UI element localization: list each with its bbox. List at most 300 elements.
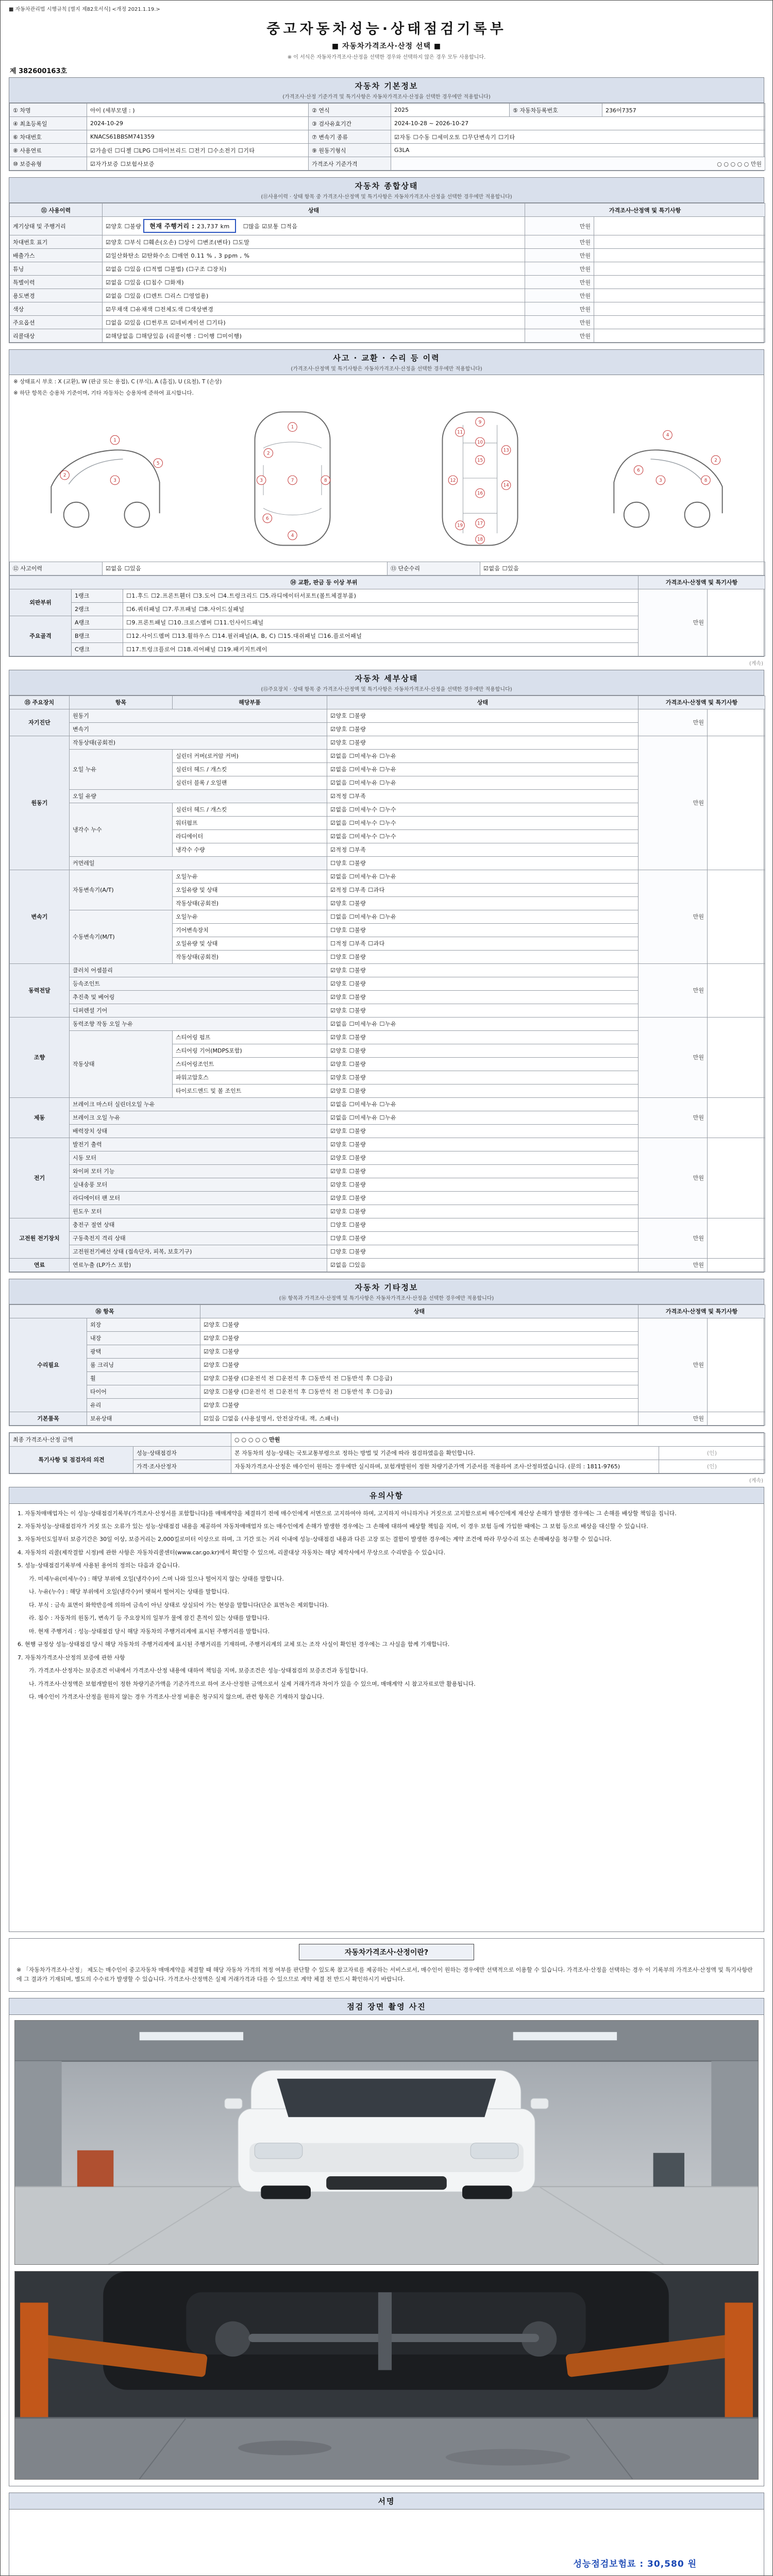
price-cell: 만원	[638, 963, 708, 1017]
part-label: 스티어링 기어(MDPS포함)	[173, 1044, 327, 1057]
section-accident-title: 사고 · 교환 · 수리 등 이력	[333, 353, 440, 363]
rank-label: C랭크	[72, 642, 123, 656]
item-label: 오일 유량	[70, 789, 327, 803]
part-label: 라디에이터	[173, 829, 327, 843]
status-options[interactable]: ☑없음 ☐미세누유 ☐누유	[327, 1017, 638, 1030]
vin-label: ⑥ 차대번호	[10, 130, 87, 144]
exchange-sheetmetal-header: ⑭ 교환, 판금 등 이상 부위	[10, 575, 638, 589]
inspection-period-label: ③ 검사유효기간	[309, 117, 391, 130]
opinion-label: 특기사항 및 점검자의 의견	[10, 1446, 133, 1473]
status-options[interactable]: ☑없음 ☐미세누유 ☐누유	[327, 1111, 638, 1124]
section-photos-title: 점검 장면 촬영 사진	[347, 2002, 426, 2011]
usage-item-label: 리콜대상	[10, 329, 103, 343]
panel-group-label: 주요골격	[10, 616, 72, 656]
device-group-label: 제동	[10, 1097, 70, 1138]
usage-item-label: 튜닝	[10, 262, 103, 276]
section-overall-band	[9, 178, 764, 203]
svg-text:12: 12	[450, 478, 456, 483]
note-cell	[708, 1258, 765, 1272]
odometer-label: 현재 주행거리 :	[149, 223, 197, 230]
notice-item-7: 7. 자동차가격조사·산정의 보증에 관한 사항	[18, 1654, 125, 1661]
extra-item-label: 보유상태	[87, 1412, 200, 1425]
extra-item-label: 내장	[87, 1331, 200, 1345]
status-options[interactable]: ☑양호 ☐불량	[327, 1057, 638, 1071]
part-label: 오일유량 및 상태	[173, 937, 327, 950]
status-options[interactable]: ☑양호 ☐불량	[327, 1071, 638, 1084]
status-options[interactable]: ☑없음 ☐미세누수 ☐누수	[327, 803, 638, 816]
device-group-label: 고전원 전기장치	[10, 1218, 70, 1258]
status-checkboxes[interactable]: ☑없음 ☐있음 (☐적법 ☐불법) (☐구조 ☐장치)	[106, 265, 227, 273]
status-options[interactable]: ☑양호 ☐불량 (☐운전석 전 ☐운전석 후 ☐동반석 전 ☐동반석 후 ☐응급)	[200, 1371, 638, 1385]
status-options[interactable]	[103, 329, 525, 343]
appraiser-stamp: (인)	[659, 1460, 765, 1473]
simple-repair-options[interactable]: ☑없음 ☐있음	[480, 562, 765, 575]
rank-label: 2랭크	[72, 602, 123, 616]
svg-text:15: 15	[477, 457, 483, 463]
item-label: 변속기	[70, 722, 327, 736]
engine-type-label: ⑨ 원동기형식	[309, 144, 391, 157]
car-view-rear	[601, 402, 734, 556]
status-checkboxes[interactable]: ☑일산화탄소 ☑탄화수소 ☐매연 0.11 % , 3 ppm , %	[106, 252, 250, 259]
part-label: 작동상태(공회전)	[173, 950, 327, 963]
signature-area[interactable]	[9, 2510, 764, 2576]
panel-group-label: 외판부위	[10, 589, 72, 616]
price-cell: 만원	[525, 329, 594, 343]
status-options[interactable]: ☑양호 ☐불량	[327, 896, 638, 910]
notice-item-6: 6. 현행 규정상 성능·상태점검 당시 해당 자동차의 주행거리계에 표시된 주행거리를 기재하며, 주행거리계의 교체 또는 조작 사실이 확인된 경우에는 그 사실을 함께 기재합니다.	[18, 1641, 450, 1648]
form-reference: ■ 자동차관리법 시행규칙 [별지 제82호서식] <개정 2021.1.19.>	[9, 7, 160, 12]
overall-header-status: 상태	[103, 204, 525, 217]
car-damage-diagrams	[9, 398, 764, 562]
status-options[interactable]: ☐적정 ☐부족 ☐과다	[327, 937, 638, 950]
item-label: 충전구 절연 상태	[70, 1218, 327, 1231]
notice-item-5-sub-5: 마. 현재 주행거리 : 성능·상태점검 당시 해당 자동차의 주행거리계에 표시된 주행거리를 말합니다.	[29, 1628, 270, 1635]
item-label: 라디에이터 팬 모터	[70, 1191, 327, 1205]
device-group-label: 동력전달	[10, 963, 70, 1017]
rank-part-options[interactable]: ☐6.쿼터패널 ☐7.루프패널 ☐8.사이드실패널	[123, 602, 638, 616]
overall-header-usage: ⑪ 사용이력	[10, 204, 103, 217]
notice-item-7-sub-1: 가. 가격조사·산정자는 보증조건 이내에서 가격조사·산정 내용에 대하여 책임을 지며, 보증조건은 성능·상태점검의 보증조건과 동일합니다.	[29, 1667, 368, 1674]
status-checkboxes[interactable]: ☐없음 ☑있음 (☐썬루프 ☑네비게이션 ☐기타)	[106, 319, 226, 326]
item-label: 와이퍼 모터 기능	[70, 1164, 327, 1178]
notice-item-5-sub-3: 다. 부식 : 금속 표면이 화학반응에 의하여 금속이 아닌 상태로 상실되어 가는 현상을 말합니다(단순 표면녹은 제외합니다).	[29, 1601, 329, 1608]
status-options[interactable]: ☑있음 ☐없음 (사용설명서, 안전삼각대, 잭, 스패너)	[200, 1412, 638, 1425]
extra-header-status: 상태	[200, 1304, 638, 1318]
section-basic-band	[9, 78, 764, 103]
status-options[interactable]: ☑양호 ☐불량	[327, 722, 638, 736]
detail-condition-table	[9, 696, 765, 1272]
car-view-bottom-wrap	[414, 402, 547, 556]
usage-item-label: 특별이력	[10, 276, 103, 289]
price-cell: 만원	[525, 262, 594, 276]
status-options[interactable]: ☑양호 ☐불량	[200, 1345, 638, 1358]
svg-text:14: 14	[503, 483, 509, 488]
model-year-value: 2025	[391, 104, 510, 117]
price-cell: 만원	[638, 1138, 708, 1218]
note-cell	[708, 709, 765, 736]
status-options[interactable]: ☑없음 ☐미세누유 ☐누유	[327, 749, 638, 762]
rank-label: 1랭크	[72, 589, 123, 602]
item-label: 커먼레일	[70, 856, 327, 870]
rank-part-options[interactable]: ☐9.프론트패널 ☐10.크로스멤버 ☐11.인사이드패널	[123, 616, 638, 629]
inspection-photo-underbody	[14, 2271, 759, 2480]
status-options[interactable]: ☑적정 ☐부족	[327, 843, 638, 856]
device-group-label: 자기진단	[10, 709, 70, 736]
final-price-value: ○ ○ ○ ○ ○ 만원	[231, 1433, 765, 1446]
detail-header-part: 해당부품	[173, 696, 327, 709]
status-options[interactable]: ☑양호 ☐불량	[327, 1205, 638, 1218]
vin-value: KNACS61BBSM741359	[87, 130, 309, 144]
part-label: 오일누유	[173, 910, 327, 923]
note-cell	[594, 262, 765, 276]
item-label: 수동변속기(M/T)	[70, 910, 173, 963]
status-options[interactable]: ☐양호 ☐불량	[327, 1231, 638, 1245]
svg-text:11: 11	[457, 429, 463, 435]
price-cell: 만원	[638, 1017, 708, 1097]
price-cell: 만원	[525, 276, 594, 289]
svg-text:2: 2	[63, 472, 66, 478]
section-signature-title: 서명	[378, 2496, 395, 2506]
price-cell: 만원	[525, 316, 594, 329]
status-options[interactable]: ☑양호 ☐불량	[327, 1030, 638, 1044]
extra-item-label: 유리	[87, 1398, 200, 1412]
opinion-appraiser-text: 자동차가격조사·산정은 매수인이 원하는 경우에만 실시하며, 보험개발원이 정한 차량기준가액 기준서를 적용하여 조사·산정하였습니다. (문의 : 1811-9765)	[231, 1460, 659, 1473]
page-title: 중고자동차성능·상태점검기록부	[266, 21, 507, 37]
status-checkboxes[interactable]: ☑없음 ☐있음 (☐침수 ☐화재)	[106, 279, 184, 286]
device-group-label: 조향	[10, 1017, 70, 1097]
final-opinion-table	[9, 1433, 765, 1473]
odometer-grade-options[interactable]: ☐많음 ☑보통 ☐적음	[243, 223, 298, 230]
accident-ranks-table	[9, 575, 765, 656]
svg-text:3: 3	[659, 478, 662, 483]
status-options[interactable]: ☑없음 ☐미세누유 ☐누유	[327, 870, 638, 883]
odometer-box	[143, 219, 236, 233]
price-cell: 만원	[638, 736, 708, 870]
status-options[interactable]: ☑양호 ☐불량	[327, 736, 638, 749]
status-options[interactable]	[103, 302, 525, 316]
status-options[interactable]: ☐양호 ☐불량	[327, 1218, 638, 1231]
svg-text:16: 16	[477, 490, 483, 496]
section-signature-band	[9, 2493, 764, 2510]
price-cell: 만원	[638, 1318, 708, 1412]
car-view-rear-wrap	[601, 402, 734, 556]
detail-header-price: 가격조사·산정액 및 특기사항	[638, 696, 765, 709]
status-options[interactable]	[103, 235, 525, 249]
section-accident-note: (가격조사·산정액 및 특기사항은 자동차가격조사·산정을 선택한 경우에만 적용합니다)	[291, 366, 482, 372]
part-label: 실린더 헤드 / 개스킷	[173, 762, 327, 776]
status-checkboxes[interactable]: ☑양호 ☐불량	[106, 223, 142, 230]
svg-text:17: 17	[477, 521, 483, 527]
status-checkboxes[interactable]: ☑해당없음 ☐해당있음 (리콜이행 : ☐이행 ☐미이행)	[106, 332, 242, 340]
status-options[interactable]: ☑양호 ☐불량	[200, 1358, 638, 1371]
inspection-photo-front	[14, 2020, 759, 2265]
section-extra-info	[9, 1279, 764, 1426]
extra-item-label: 휠	[87, 1371, 200, 1385]
status-options[interactable]: ☑양호 ☐불량	[327, 1178, 638, 1191]
section-signature	[9, 2493, 764, 2576]
part-label: 실린더 커버(로커암 커버)	[173, 749, 327, 762]
section-overall-title: 자동차 종합상태	[355, 181, 418, 191]
status-options[interactable]: ☑양호 ☐불량	[200, 1331, 638, 1345]
status-options[interactable]: ☑양호 ☐불량	[327, 1124, 638, 1138]
status-options[interactable]: ☐양호 ☐불량	[327, 923, 638, 937]
section-extra-note: (⑯ 항목과 가격조사·산정액 및 특기사항은 자동차가격조사·산정을 선택한 경우에만 적용합니다)	[279, 1295, 494, 1301]
item-label: 시동 모터	[70, 1151, 327, 1164]
note-cell	[708, 589, 765, 656]
section-basic-info	[9, 77, 764, 171]
usage-item-label: 주요옵션	[10, 316, 103, 329]
detail-header-item: 항목	[70, 696, 173, 709]
accident-history-options[interactable]: ☑없음 ☐있음	[103, 562, 388, 575]
item-label: 고전원전기배선 상태 (접속단자, 피복, 보호기구)	[70, 1245, 327, 1258]
part-label: 오일누유	[173, 870, 327, 883]
svg-text:9: 9	[478, 419, 482, 425]
fuel-label: ⑧ 사용연료	[10, 144, 87, 157]
rank-part-options[interactable]: ☐17.트렁크플로어 ☐18.리어패널 ☐19.패키지트레이	[123, 642, 638, 656]
section-extra-band	[9, 1279, 764, 1304]
first-registration-value: 2024-10-29	[87, 117, 309, 130]
extra-group-label: 수리필요	[10, 1318, 87, 1412]
odometer-value: 23,737 km	[197, 223, 230, 230]
photo-lift-underbody-view	[15, 2272, 758, 2479]
overall-condition-table	[9, 203, 765, 343]
part-label: 파워고압호스	[173, 1071, 327, 1084]
note-cell	[708, 1318, 765, 1412]
note-cell	[594, 289, 765, 302]
svg-text:6: 6	[266, 516, 269, 521]
price-cell: 만원	[525, 302, 594, 316]
rank-label: A랭크	[72, 616, 123, 629]
car-name-value: 아이 (세부모델 : )	[87, 104, 309, 117]
continued-marker: (계속)	[749, 660, 763, 667]
svg-text:5: 5	[156, 461, 160, 466]
device-group-label: 전기	[10, 1138, 70, 1218]
item-label: 윈도우 모터	[70, 1205, 327, 1218]
rank-part-options[interactable]: ☐12.사이드멤버 ☐13.휠하우스 ☐14.필러패널(A, B, C) ☐15.대쉬패널 ☐16.플로어패널	[123, 629, 638, 642]
section-photos	[9, 1998, 764, 2486]
notice-item-7-sub-3: 다. 매수인이 가격조사·산정을 원하지 않는 경우 가격조사·산정 비용은 청구되지 않으며, 관련 항목은 기재하지 않습니다.	[29, 1693, 324, 1701]
section-accident-band	[9, 350, 764, 375]
usage-item-label: 배출가스	[10, 249, 103, 262]
item-label: 실내송풍 모터	[70, 1178, 327, 1191]
opinion-inspector-text: 본 자동차의 성능·상태는 국토교통부령으로 정하는 방법 및 기준에 따라 점검하였음을 확인합니다.	[231, 1446, 659, 1460]
status-options[interactable]: ☐없음 ☐미세누유 ☐누유	[327, 910, 638, 923]
section-basic-note: (가격조사·산정 기준가격 및 특기사항은 자동차가격조사·산정을 선택한 경우에만 적용합니다)	[282, 94, 491, 100]
item-label: 원동기	[70, 709, 327, 722]
warranty-type-label: ⑩ 보증유형	[10, 157, 87, 171]
first-registration-label: ④ 최초등록일	[10, 117, 87, 130]
status-checkboxes[interactable]: ☑없음 ☐있음 (☐렌트 ☐리스 ☐영업용)	[106, 292, 209, 299]
rank-part-options[interactable]: ☐1.후드 ☐2.프론트휀더 ☐3.도어 ☐4.트렁크리드 ☐5.라디에이터서포트(볼트체결부품)	[123, 589, 638, 602]
item-label: 작동상태(공회전)	[70, 736, 327, 749]
base-price-value: ○ ○ ○ ○ ○ 만원	[391, 157, 765, 171]
price-cell: 만원	[638, 709, 708, 736]
inspection-insurance-fee: 성능점검보험료 : 30,580 원	[573, 2558, 697, 2569]
price-cell: 만원	[638, 1218, 708, 1258]
note-cell	[708, 1017, 765, 1097]
item-label: 디퍼렌셜 기어	[70, 1004, 327, 1017]
svg-text:8: 8	[324, 478, 327, 483]
status-options[interactable]: ☑양호 ☐불량	[327, 1151, 638, 1164]
note-cell	[594, 302, 765, 316]
note-cell	[594, 316, 765, 329]
inspector-stamp: (인)	[659, 1446, 765, 1460]
svg-text:3: 3	[260, 478, 263, 483]
page-subnote: ※ 이 서식은 자동차가격조사·산정을 선택한 경우와 선택하지 않은 경우 모두 사용합니다.	[287, 55, 486, 60]
status-options[interactable]: ☑양호 ☐불량	[200, 1398, 638, 1412]
part-label: 작동상태(공회전)	[173, 896, 327, 910]
accident-price-header: 가격조사·산정액 및 특기사항	[638, 575, 765, 589]
transmission-options[interactable]: ☑자동 ☐수동 ☐세미오토 ☐무단변속기 ☐기타	[391, 130, 765, 144]
rank-label: B랭크	[72, 629, 123, 642]
price-cell: 만원	[638, 1097, 708, 1138]
car-view-top-wrap	[226, 402, 359, 556]
notice-item-1: 1. 자동차매매업자는 이 성능·상태점검기록부(가격조사·산정서를 포함합니다)를 매매계약을 체결하기 전에 매수인에게 서면으로 고지하여야 하며, 고지하지 아니하거나 거짓으로 고지함으로써 매수인에게 재산상 손해가 발생한 경우에는 그 손해를 배상할 책임을 집니다.	[18, 1510, 677, 1517]
price-cell: 만원	[525, 289, 594, 302]
status-options[interactable]: ☑양호 ☐불량	[327, 1138, 638, 1151]
price-info-body: ※ 「자동차가격조사·산정」 제도는 매수인이 중고자동차 매매계약을 체결할 때 해당 자동차 가격의 적정 여부를 판단할 수 있도록 참고자료를 제공하는 서비스로서, 매수인이 원하는 경우에만 선택적으로 이용할 수 있습니다. 가격조사·산정을 선택하는 경우 이 기록부의 가격조사·산정액 및 특기사항란에 그 결과가 기재되며, 별도의 수수료가 발생할 수 있습니다. 가격조사·산정액은 실제 거래가격과 다를 수 있으므로 계약 체결 전 반드시 확인하시기 바랍니다.	[16, 1966, 753, 1982]
section-detail-band	[9, 670, 764, 696]
status-options[interactable]: ☑적정 ☐부족 ☐과다	[327, 883, 638, 896]
extra-group-label: 기본품목	[10, 1412, 87, 1425]
item-label: 클러치 어셈블리	[70, 963, 327, 977]
note-cell	[708, 1412, 765, 1425]
status-options[interactable]: ☑양호 ☐불량	[327, 1164, 638, 1178]
status-options[interactable]	[103, 289, 525, 302]
accident-history-label: ⑫ 사고이력	[10, 562, 103, 575]
status-options[interactable]: ☑양호 ☐불량	[327, 1004, 638, 1017]
part-label: 실린더 헤드 / 개스킷	[173, 803, 327, 816]
status-options[interactable]: ☑양호 ☐불량	[327, 963, 638, 977]
section-final-opinion	[9, 1432, 764, 1474]
extra-item-label: 외장	[87, 1318, 200, 1331]
usage-item-label: 차대번호 표기	[10, 235, 103, 249]
notice-item-7-sub-2: 나. 가격조사·산정액은 보험개발원이 정한 차량기준가액을 기준가격으로 하여 조사·산정한 금액으로서 실제 거래가격과 차이가 있을 수 있으며, 매매계약 시 참고자료로만 활용됩니다.	[29, 1680, 476, 1687]
status-options[interactable]: ☑적정 ☐부족	[327, 789, 638, 803]
page-subtitle: ■ 자동차가격조사·산정 선택 ■	[331, 42, 442, 50]
status-options[interactable]: ☐양호 ☐불량	[327, 1245, 638, 1258]
item-label: 구동축전지 격리 상태	[70, 1231, 327, 1245]
usage-item-label: 색상	[10, 302, 103, 316]
part-label: 타이로드엔드 및 볼 조인트	[173, 1084, 327, 1097]
part-label: 워터펌프	[173, 816, 327, 829]
note-cell	[708, 1138, 765, 1218]
section-overall-condition	[9, 177, 764, 343]
status-options[interactable]	[103, 217, 525, 235]
overall-header-price: 가격조사·산정액 및 특기사항	[525, 204, 765, 217]
status-options[interactable]: ☑없음 ☐미세누유 ☐누유	[327, 1097, 638, 1111]
warranty-type-options[interactable]: ☑자가보증 ☐보험사보증	[87, 157, 309, 171]
section-photos-band	[9, 1998, 764, 2015]
status-options[interactable]: ☑양호 ☐불량	[327, 990, 638, 1004]
plate-number-value: 236어7357	[602, 104, 765, 117]
svg-text:4: 4	[666, 432, 669, 438]
svg-text:2: 2	[266, 450, 270, 456]
price-info-box	[9, 1938, 764, 1992]
item-label: 브레이크 마스터 실린더오일 누유	[70, 1097, 327, 1111]
price-info-title: 자동차가격조사·산정이란?	[299, 1944, 474, 1960]
engine-type-value: G3LA	[391, 144, 765, 157]
status-options[interactable]: ☑양호 ☐불량	[327, 1191, 638, 1205]
status-options[interactable]	[103, 262, 525, 276]
note-cell	[708, 1097, 765, 1138]
section-notices-band	[9, 1487, 764, 1504]
fuel-options[interactable]: ☑가솔린 ☐디젤 ☐LPG ☐하이브리드 ☐전기 ☐수소전기 ☐기타	[87, 144, 309, 157]
device-group-label: 변속기	[10, 870, 70, 963]
extra-item-label: 광택	[87, 1345, 200, 1358]
note-cell	[708, 736, 765, 870]
status-options[interactable]: ☑없음 ☐미세누유 ☐누유	[327, 776, 638, 789]
extra-item-label: 룸 크리닝	[87, 1358, 200, 1371]
notice-item-3: 3. 자동차인도일부터 보증기간은 30일 이상, 보증거리는 2,000킬로미터 이상으로 하며, 그 기간 또는 거리 이내에 성능·상태점검 내용과 다른 고장 또는 결함이 발생한 경우에는 계약 조건에 따라 무상수리 또는 손해배상을 청구할 수 있습니다.	[18, 1536, 612, 1543]
status-options[interactable]	[103, 316, 525, 329]
status-options[interactable]: ☑양호 ☐불량	[327, 709, 638, 722]
basic-info-table	[9, 103, 765, 171]
note-cell	[594, 249, 765, 262]
price-cell: 만원	[638, 1258, 708, 1272]
item-label: 발전기 출력	[70, 1138, 327, 1151]
svg-text:19: 19	[457, 522, 463, 528]
status-options[interactable]: ☑양호 ☐불량	[327, 1044, 638, 1057]
item-label: 자동변속기(A/T)	[70, 870, 173, 910]
item-label: 작동상태	[70, 1030, 173, 1097]
price-cell: 만원	[525, 235, 594, 249]
status-options[interactable]: ☐양호 ☐불량	[327, 856, 638, 870]
status-options[interactable]	[103, 276, 525, 289]
item-label: 연료누출 (LP가스 포함)	[70, 1258, 327, 1272]
status-checkboxes[interactable]: ☑무채색 ☐유채색 ☐전체도색 ☐색상변경	[106, 306, 214, 313]
status-options[interactable]: ☑양호 ☐불량 (☐운전석 전 ☐운전석 후 ☐동반석 전 ☐동반석 후 ☐응급)	[200, 1385, 638, 1398]
status-options[interactable]: ☑양호 ☐불량	[200, 1318, 638, 1331]
item-label: 브레이크 오일 누유	[70, 1111, 327, 1124]
photo-garage-front-view	[15, 2021, 758, 2264]
usage-item-label: 계기상태 및 주행거리	[10, 217, 103, 235]
section-detail-title: 자동차 세부상태	[355, 673, 418, 683]
status-options[interactable]: ☑양호 ☐불량	[327, 977, 638, 990]
status-checkboxes[interactable]: ☑양호 ☐부식 ☐훼손(오손) ☐상이 ☐변조(변타) ☐도말	[106, 239, 250, 246]
car-view-top	[226, 402, 359, 556]
note-cell	[708, 870, 765, 963]
accident-legend-1: ※ 상태표시 부호 : X (교환), W (판금 또는 용접), C (부식), A (흠집), U (요철), T (손상)	[13, 379, 222, 385]
note-cell	[594, 217, 765, 235]
svg-text:2: 2	[714, 457, 717, 463]
price-cell: 만원	[525, 249, 594, 262]
status-options[interactable]: ☑없음 ☐미세누유 ☐누유	[327, 762, 638, 776]
status-options[interactable]: ☑없음 ☐있음	[327, 1258, 638, 1272]
inspection-period-value: 2024-10-28 ~ 2026-10-27	[391, 117, 765, 130]
svg-text:4: 4	[291, 533, 294, 538]
price-cell: 만원	[638, 589, 708, 656]
status-options[interactable]: ☑없음 ☐미세누수 ☐누수	[327, 816, 638, 829]
status-options[interactable]	[103, 249, 525, 262]
status-options[interactable]: ☐양호 ☐불량	[327, 950, 638, 963]
notice-item-5-sub-4: 라. 침수 : 자동차의 원동기, 변속기 등 주요장치의 일부가 물에 잠긴 흔적이 있는 상태를 말합니다.	[29, 1615, 270, 1622]
final-price-label: 최종 가격조사·산정 금액	[10, 1433, 231, 1446]
section-detail-condition	[9, 670, 764, 1273]
section-notices-title: 유의사항	[369, 1490, 404, 1500]
price-cell: 만원	[638, 870, 708, 963]
status-options[interactable]: ☑없음 ☐미세누수 ☐누수	[327, 829, 638, 843]
part-label: 냉각수 수량	[173, 843, 327, 856]
status-options[interactable]: ☑양호 ☐불량	[327, 1084, 638, 1097]
section-overall-note: (⑪사용이력 · 상태 항목 중 가격조사·산정액 및 특기사항은 자동차가격조사·산정을 선택한 경우에만 적용합니다)	[261, 194, 512, 200]
svg-text:7: 7	[291, 478, 294, 483]
part-label: 스티어링 펌프	[173, 1030, 327, 1044]
notice-item-4: 4. 자동차의 리콜(제작결함 시정)에 관한 사항은 자동차리콜센터(www.car.go.kr)에서 확인할 수 있으며, 리콜대상 자동차는 해당 제작사에서 무상으로 수리받을 수 있습니다.	[18, 1549, 446, 1556]
accident-flags-table	[9, 562, 765, 575]
extra-header-price: 가격조사·산정액 및 특기사항	[638, 1304, 765, 1318]
notice-item-5: 5. 성능·상태점검기록부에 사용된 용어의 정의는 다음과 같습니다.	[18, 1562, 180, 1569]
